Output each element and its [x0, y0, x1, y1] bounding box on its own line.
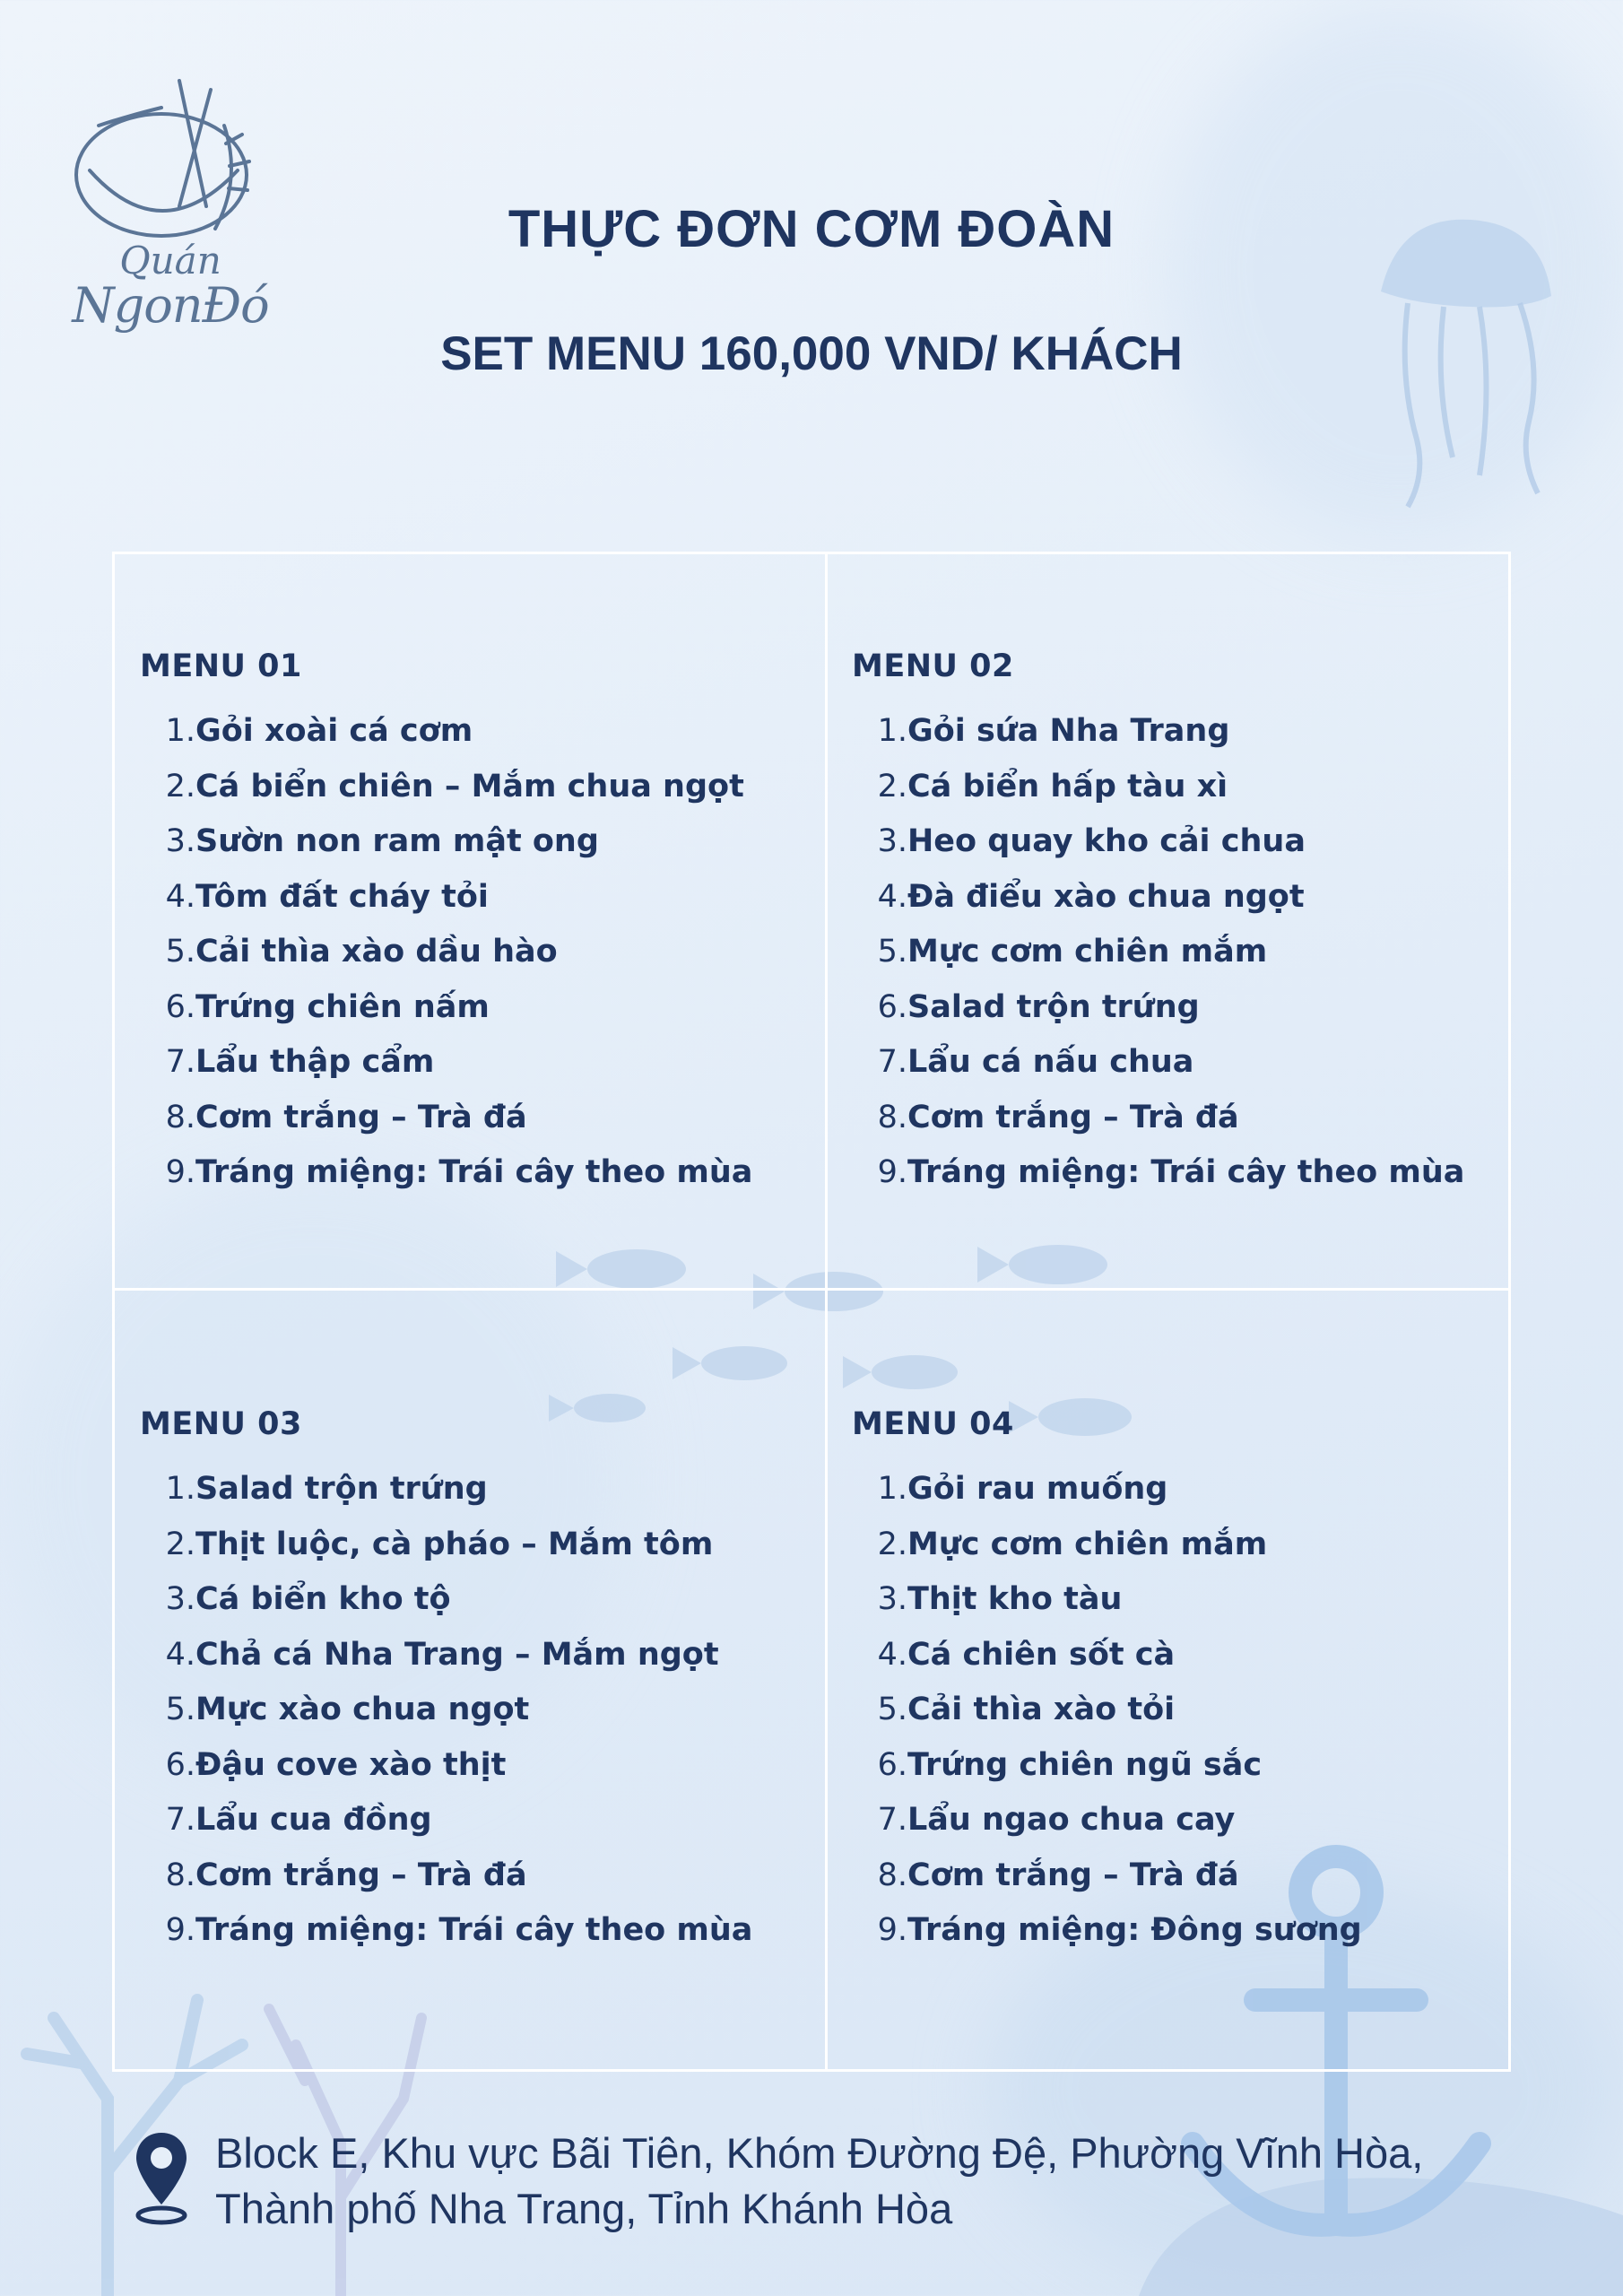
menu-title: MENU 03: [140, 1406, 302, 1442]
menu-item-number: 2.: [877, 768, 907, 804]
menu-item: [852, 1738, 1515, 1794]
menu-item-text: Chả cá Nha Trang – Mắm ngọt: [195, 1636, 719, 1673]
menu-item: [140, 980, 803, 1036]
menu-item: [140, 1035, 803, 1091]
menu-item-number: 8.: [877, 1857, 907, 1893]
menu-item-text: Cơm trắng – Trà đá: [195, 1857, 527, 1893]
menu-item: [852, 704, 1515, 760]
menu-item-number: 2.: [165, 768, 195, 804]
menu-item: [852, 925, 1515, 980]
menu-card: [852, 1406, 1515, 1959]
menu-item-number: 2.: [165, 1526, 195, 1562]
menu-item-text: Cá biển kho tộ: [195, 1581, 451, 1617]
menu-item-list: [140, 704, 803, 1201]
menu-item: [140, 704, 803, 760]
address-block: [133, 2126, 1423, 2237]
address-line-2: Thành phố Nha Trang, Tỉnh Khánh Hòa: [215, 2185, 953, 2232]
menu-item-text: Cá biển chiên – Mắm chua ngọt: [195, 768, 744, 804]
menu-item-number: 8.: [165, 1099, 195, 1135]
menu-item: [140, 1903, 803, 1959]
menu-item: [852, 1572, 1515, 1628]
menu-item-number: 4.: [877, 1636, 907, 1673]
menu-item-number: 7.: [877, 1044, 907, 1080]
menu-item-number: 9.: [877, 1912, 907, 1948]
menu-item-text: Cải thìa xào dầu hào: [195, 934, 558, 970]
menu-title: MENU 04: [852, 1406, 1014, 1442]
menu-item-number: 5.: [165, 1692, 195, 1727]
menu-item-text: Lẩu ngao chua cay: [907, 1802, 1236, 1838]
menu-item-number: 4.: [165, 878, 195, 915]
menu-item-text: Tráng miệng: Trái cây theo mùa: [907, 1154, 1465, 1190]
grid-divider-vertical: [825, 554, 828, 2069]
menu-item-number: 9.: [165, 1154, 195, 1190]
menu-grid: [112, 552, 1511, 2072]
menu-item-text: Mực cơm chiên mắm: [907, 934, 1268, 970]
menu-item: [140, 814, 803, 870]
menu-item-text: Trứng chiên nấm: [195, 988, 490, 1025]
menu-item: [140, 1738, 803, 1794]
menu-item-number: 1.: [165, 713, 195, 749]
menu-item: [852, 1683, 1515, 1738]
menu-item: [140, 1145, 803, 1201]
address-line-1: Block E, Khu vực Bãi Tiên, Khóm Đường Đệ, Phường Vĩnh Hòa,: [215, 2129, 1424, 2177]
menu-item: [852, 760, 1515, 815]
menu-item: [140, 1572, 803, 1628]
menu-item-number: 5.: [877, 934, 907, 970]
menu-item-number: 4.: [877, 878, 907, 915]
menu-item: [852, 1628, 1515, 1683]
menu-item: [852, 1035, 1515, 1091]
menu-item: [852, 814, 1515, 870]
menu-item-text: Thịt kho tàu: [907, 1581, 1123, 1617]
menu-item-number: 9.: [165, 1912, 195, 1948]
menu-item-number: 4.: [165, 1636, 195, 1673]
menu-item: [140, 1628, 803, 1683]
menu-item-number: 3.: [165, 1581, 195, 1617]
menu-item-text: Đà điểu xào chua ngọt: [907, 878, 1305, 915]
menu-item-text: Lẩu thập cẩm: [195, 1044, 435, 1080]
menu-title: MENU 01: [140, 648, 302, 684]
menu-item-text: Salad trộn trứng: [907, 988, 1200, 1025]
menu-item-text: Heo quay kho cải chua: [907, 823, 1306, 859]
menu-item: [852, 1903, 1515, 1959]
menu-item-list: [852, 704, 1515, 1201]
brand-line-2: NgonĐó: [72, 277, 269, 334]
menu-item-number: 5.: [877, 1692, 907, 1727]
price-subtitle: SET MENU 160,000 VND/ KHÁCH: [440, 327, 1183, 380]
menu-item: [852, 1793, 1515, 1848]
menu-item-number: 7.: [165, 1802, 195, 1838]
menu-item: [852, 1848, 1515, 1904]
menu-item-text: Salad trộn trứng: [195, 1471, 488, 1507]
brand-line-1: Quán: [119, 239, 221, 283]
menu-card: [852, 648, 1515, 1201]
menu-card: [140, 1406, 803, 1959]
menu-item-number: 7.: [165, 1044, 195, 1080]
menu-item-number: 1.: [877, 1471, 907, 1507]
menu-item-text: Mực xào chua ngọt: [195, 1692, 530, 1727]
menu-item: [852, 1518, 1515, 1573]
menu-item-text: Lẩu cua đồng: [195, 1802, 432, 1838]
menu-item-number: 9.: [877, 1154, 907, 1190]
menu-item-number: 3.: [877, 823, 907, 859]
menu-item-text: Cơm trắng – Trà đá: [907, 1099, 1239, 1135]
menu-item-text: Trứng chiên ngũ sắc: [907, 1746, 1263, 1783]
menu-item-number: 6.: [877, 1746, 907, 1783]
menu-item-text: Cơm trắng – Trà đá: [907, 1857, 1239, 1893]
menu-item: [140, 925, 803, 980]
menu-item-text: Cải thìa xào tỏi: [907, 1692, 1176, 1727]
menu-item: [852, 870, 1515, 926]
menu-item: [852, 1462, 1515, 1518]
menu-item-number: 6.: [877, 988, 907, 1025]
menu-item-text: Sườn non ram mật ong: [195, 823, 599, 859]
menu-item: [140, 760, 803, 815]
menu-item-text: Cá chiên sốt cà: [907, 1636, 1176, 1673]
menu-item: [140, 1091, 803, 1146]
menu-item-number: 1.: [165, 1471, 195, 1507]
page-title: THỰC ĐƠN CƠM ĐOÀN: [508, 200, 1115, 258]
menu-item-text: Tráng miệng: Trái cây theo mùa: [195, 1154, 753, 1190]
menu-item-number: 6.: [165, 1746, 195, 1783]
menu-item: [140, 1848, 803, 1904]
menu-item-number: 5.: [165, 934, 195, 970]
menu-item-text: Cá biển hấp tàu xì: [907, 768, 1228, 804]
menu-item-number: 2.: [877, 1526, 907, 1562]
menu-item-list: [140, 1462, 803, 1959]
menu-item-number: 8.: [165, 1857, 195, 1893]
address-text: [215, 2126, 1423, 2237]
menu-item-number: 6.: [165, 988, 195, 1025]
menu-item-text: Lẩu cá nấu chua: [907, 1044, 1194, 1080]
menu-item-text: Đậu cove xào thịt: [195, 1746, 507, 1783]
menu-item-text: Tráng miệng: Đông sương: [907, 1912, 1362, 1948]
menu-item-text: Gỏi xoài cá cơm: [195, 713, 473, 749]
menu-item: [140, 870, 803, 926]
menu-item-number: 7.: [877, 1802, 907, 1838]
location-pin-icon: [133, 2129, 190, 2228]
menu-item: [852, 1145, 1515, 1201]
menu-item-text: Tôm đất cháy tỏi: [195, 878, 489, 915]
menu-item-list: [852, 1462, 1515, 1959]
grid-divider-horizontal: [115, 1288, 1508, 1291]
menu-item-text: Mực cơm chiên mắm: [907, 1526, 1268, 1562]
menu-item: [140, 1793, 803, 1848]
menu-item-text: Cơm trắng – Trà đá: [195, 1099, 527, 1135]
menu-item: [852, 980, 1515, 1036]
menu-title: MENU 02: [852, 648, 1014, 684]
menu-item: [140, 1518, 803, 1573]
menu-item-number: 8.: [877, 1099, 907, 1135]
menu-item: [140, 1462, 803, 1518]
menu-item-number: 1.: [877, 713, 907, 749]
menu-item: [140, 1683, 803, 1738]
menu-item-text: Thịt luộc, cà pháo – Mắm tôm: [195, 1526, 714, 1562]
menu-item-number: 3.: [165, 823, 195, 859]
menu-item-text: Gỏi rau muống: [907, 1471, 1168, 1507]
menu-card: [140, 648, 803, 1201]
menu-item: [852, 1091, 1515, 1146]
menu-item-text: Tráng miệng: Trái cây theo mùa: [195, 1912, 753, 1948]
menu-item-number: 3.: [877, 1581, 907, 1617]
menu-item-text: Gỏi sứa Nha Trang: [907, 713, 1230, 749]
